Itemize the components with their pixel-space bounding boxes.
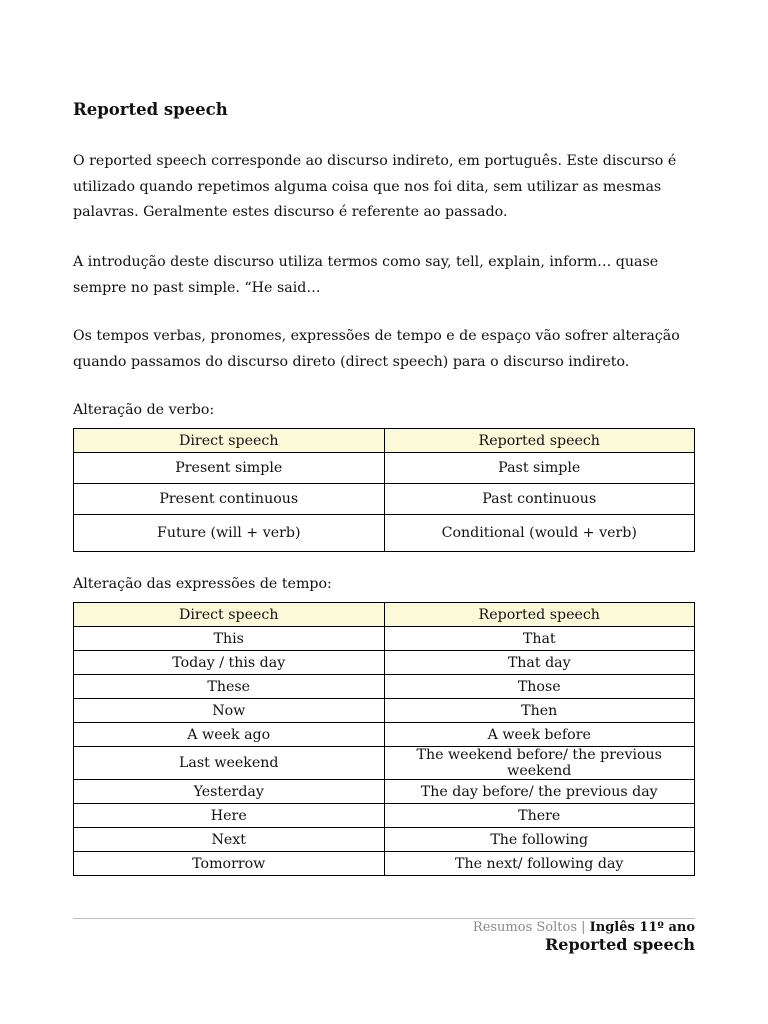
cell-reported: That <box>384 627 695 651</box>
cell-direct: Present simple <box>74 453 385 484</box>
footer-subject: Inglês 11º ano <box>589 920 695 935</box>
introduction-paragraph: A introdução deste discurso utiliza termos como say, tell, explain, inform… quase sempre no past simple. “He said… <box>73 254 659 296</box>
table-row <box>74 780 695 804</box>
verb-change-table <box>73 428 695 552</box>
cell-direct: A week ago <box>74 723 385 747</box>
cell-direct: Tomorrow <box>74 852 385 876</box>
table-row <box>74 651 695 675</box>
cell-reported: The following <box>384 828 695 852</box>
cell-direct: Now <box>74 699 385 723</box>
footer-source-text: Resumos Soltos | <box>472 920 586 935</box>
cell-reported: Past continuous <box>384 484 695 515</box>
table-row <box>74 484 695 515</box>
cell-reported: There <box>384 804 695 828</box>
time-table-label: Alteração das expressões de tempo: <box>73 576 332 592</box>
header-reported: Reported speech <box>384 429 695 453</box>
changes-paragraph: Os tempos verbas, pronomes, expressões de tempo e de espaço vão sofrer alteração quando passamos do discurso direto (direct speech) para o discurso indireto. <box>73 328 680 370</box>
header-reported: Reported speech <box>384 603 695 627</box>
cell-reported: That day <box>384 651 695 675</box>
table-row <box>74 675 695 699</box>
table-row <box>74 627 695 651</box>
cell-reported: The next/ following day <box>384 852 695 876</box>
cell-direct: Here <box>74 804 385 828</box>
cell-reported: Those <box>384 675 695 699</box>
cell-reported: Conditional (would + verb) <box>384 515 695 552</box>
cell-reported: A week before <box>384 723 695 747</box>
table-row <box>74 723 695 747</box>
intro-paragraph: O reported speech corresponde ao discurso indireto, em português. Este discurso é utilizado quando repetimos alguma coisa que nos foi dita, sem utilizar as mesmas palavras. Geralmente estes discurso é referente ao passado. <box>73 153 677 220</box>
cell-reported: Past simple <box>384 453 695 484</box>
table-row <box>74 852 695 876</box>
cell-direct: This <box>74 627 385 651</box>
table-header-row <box>74 603 695 627</box>
table-row <box>74 699 695 723</box>
verb-table-label: Alteração de verbo: <box>73 402 215 418</box>
footer-divider <box>73 918 695 919</box>
cell-direct: Next <box>74 828 385 852</box>
cell-reported: The day before/ the previous day <box>384 780 695 804</box>
table-row <box>74 828 695 852</box>
table-row <box>74 453 695 484</box>
cell-direct: Present continuous <box>74 484 385 515</box>
document-title: Reported speech <box>73 100 228 119</box>
header-direct: Direct speech <box>74 603 385 627</box>
cell-reported: Then <box>384 699 695 723</box>
footer-source <box>473 920 695 935</box>
table-row <box>74 747 695 780</box>
footer-topic: Reported speech <box>544 935 695 954</box>
table-row <box>74 515 695 552</box>
table-row <box>74 804 695 828</box>
cell-direct: Last weekend <box>74 747 385 780</box>
cell-reported: The weekend before/ the previous weekend <box>384 747 695 780</box>
header-direct: Direct speech <box>74 429 385 453</box>
cell-direct: These <box>74 675 385 699</box>
cell-direct: Future (will + verb) <box>74 515 385 552</box>
cell-direct: Today / this day <box>74 651 385 675</box>
time-expression-table <box>73 602 695 876</box>
table-header-row <box>74 429 695 453</box>
cell-direct: Yesterday <box>74 780 385 804</box>
